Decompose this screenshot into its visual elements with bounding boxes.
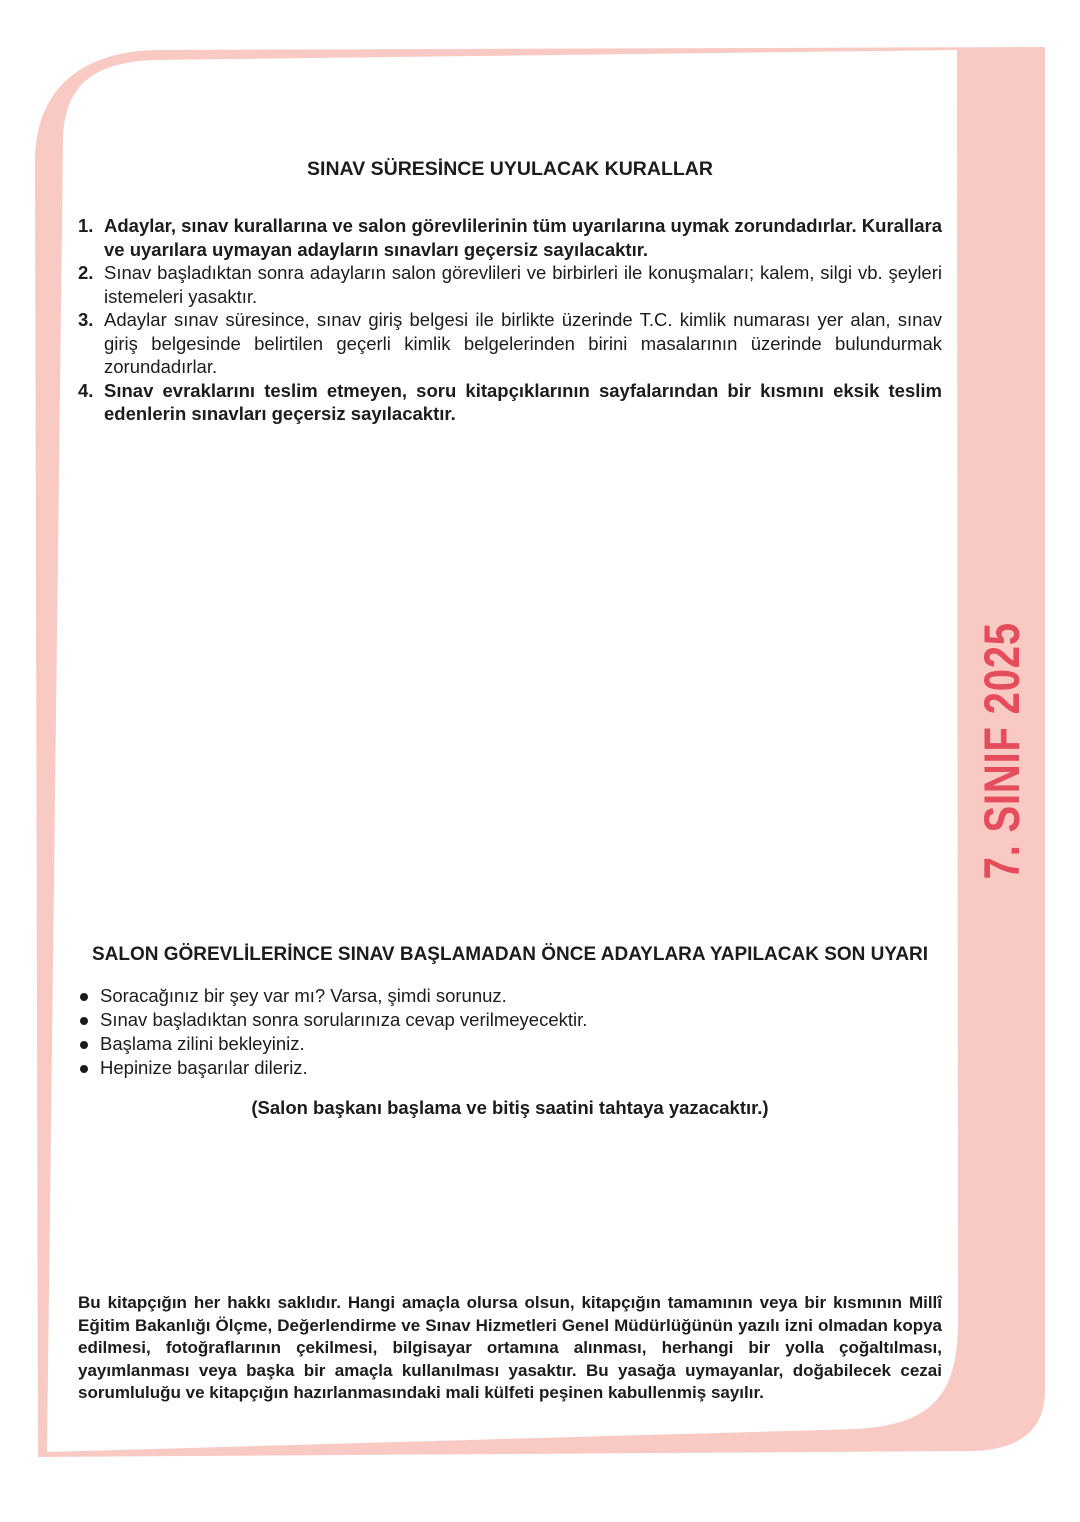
warning-bullet-3 <box>78 1032 942 1056</box>
rule-item-4 <box>78 379 942 426</box>
rule-text: Sınav başladıktan sonra adayların salon görevlileri ve birbirleri ile konuşmaları; kalem, silgi vb. şeyleri istemeleri yasaktır. <box>104 262 942 307</box>
rules-list <box>78 214 942 426</box>
rule-number: 4. <box>78 379 94 401</box>
rule-number: 3. <box>78 309 94 330</box>
chalkboard-note: (Salon başkanı başlama ve bitiş saatini tahtaya yazacaktır.) <box>251 1097 769 1118</box>
grade-year-banner: 7. SINIF 2025 <box>973 621 1030 880</box>
warning-bullet-4 <box>78 1056 942 1080</box>
warning-title: SALON GÖREVLİLERİNCE SINAV BAŞLAMADAN ÖNCE ADAYLARA YAPILACAK SON UYARI <box>91 944 929 965</box>
copyright-text: Bu kitapçığın her hakkı saklıdır. Hangi amaçla olursa olsun, kitapçığın tamamının veya bir kısmının Millî Eğitim Bakanlığı Ölçme, Değerlendirme ve Sınav Hizmetleri Genel Müdürlüğünün yazılı izni olmadan kopya edilmesi, fotoğraflarının çekilmesi, bilgisayar ortamına alınması, herhangi bir yolla çoğaltılması, yayımlanması veya başka bir amaçla kullanılması yasaktır. Bu yasağa uymayanlar, doğabilecek cezai sorumluluğu ve kitapçığın hazırlanmasındaki mali külfeti peşinen kabullenmiş sayılır. <box>78 1293 942 1402</box>
rule-number: 2. <box>78 262 94 283</box>
bullet-dot-icon <box>80 1017 88 1025</box>
rule-text: Adaylar, sınav kurallarına ve salon görevlilerinin tüm uyarılarına uymak zorundadırlar. Kurallara ve uyarılara uymayan adayların sınavları geçersiz sayılacaktır. <box>104 215 942 260</box>
bullet-text: Başlama zilini bekleyiniz. <box>100 1033 305 1054</box>
bullet-text: Hepinize başarılar dileriz. <box>100 1057 308 1078</box>
warning-bullet-1 <box>78 984 942 1008</box>
bullet-dot-icon <box>80 1041 88 1049</box>
side-banner <box>958 50 1045 1451</box>
rule-number: 1. <box>78 215 94 236</box>
bullet-text: Sınav başladıktan sonra sorularınıza cevap verilmeyecektir. <box>100 1009 588 1030</box>
rule-item-3 <box>78 308 942 379</box>
rule-item-1 <box>78 214 942 261</box>
bullet-dot-icon <box>80 993 88 1001</box>
warning-bullet-2 <box>78 1008 942 1032</box>
rule-text: Sınav evraklarını teslim etmeyen, soru kitapçıklarının sayfalarından bir kısmını eksik teslim edenlerin sınavları geçersiz sayılacaktır. <box>104 379 942 424</box>
bullet-dot-icon <box>80 1065 88 1073</box>
bullet-text: Soracağınız bir şey var mı? Varsa, şimdi sorunuz. <box>100 985 507 1006</box>
rules-title: SINAV SÜRESİNCE UYULACAK KURALLAR <box>307 158 713 180</box>
rule-item-2 <box>78 261 942 308</box>
warning-bullet-list <box>78 984 942 1080</box>
rule-text: Adaylar sınav süresince, sınav giriş belgesi ile birlikte üzerinde T.C. kimlik numarası yer alan, sınav giriş belgesinde belirtilen geçerli kimlik belgelerinden birini masalarının üzerinde bulundurmak zorundadırlar. <box>104 309 942 377</box>
